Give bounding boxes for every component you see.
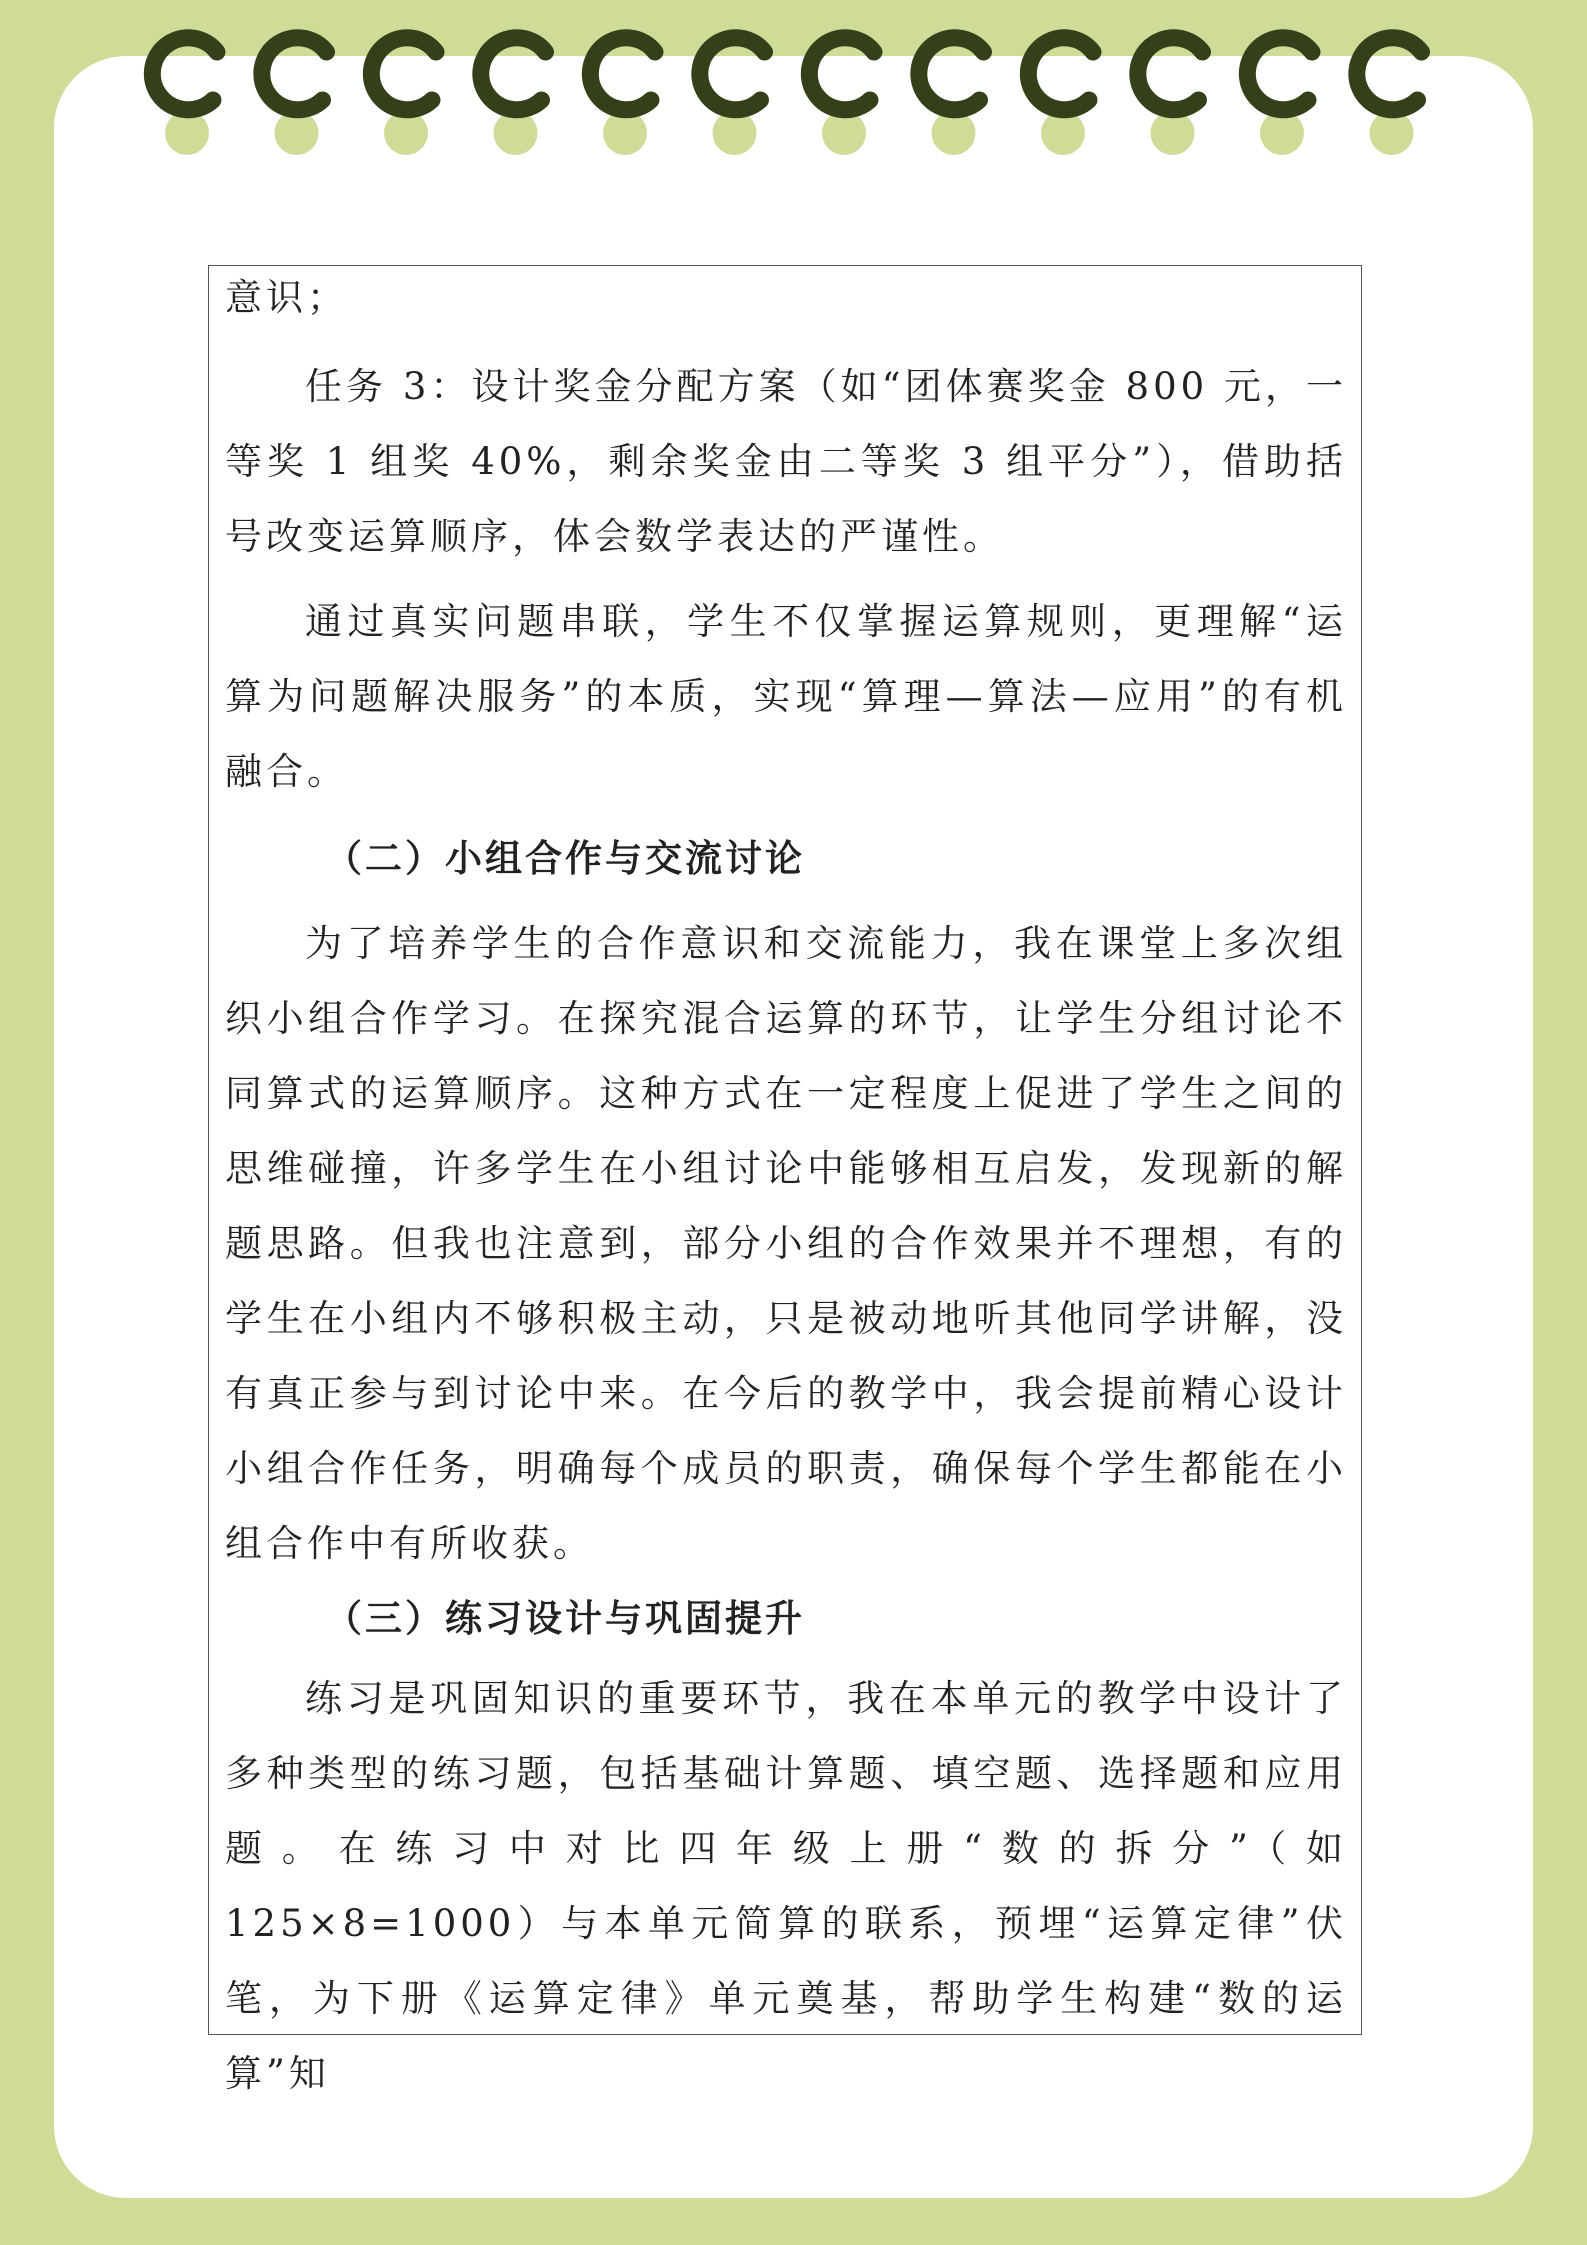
paragraph-fragment-top: 意识； — [225, 276, 348, 319]
section-heading-group-work: （二）小组合作与交流讨论 — [325, 836, 805, 880]
binding-ring — [371, 38, 436, 110]
binding-ring — [919, 38, 984, 110]
binding-ring — [1247, 38, 1312, 110]
binding-ring — [262, 38, 327, 110]
spiral-binding — [0, 0, 1587, 170]
binding-ring — [1028, 38, 1093, 110]
binding-ring — [152, 38, 217, 110]
content-frame — [208, 265, 1362, 2095]
binding-ring — [481, 38, 546, 110]
paragraph-task-3: 任务 3：设计奖金分配方案（如“团体赛奖金 800 元，一等奖 1 组奖 40%，剩余奖金由二等奖 3 组平分”），借助括号改变运算顺序，体会数学表达的严谨性。 — [225, 365, 1347, 558]
paragraph-group-work: 为了培养学生的合作意识和交流能力，我在课堂上多次组织小组合作学习。在探究混合运算的环节，让学生分组讨论不同算式的运算顺序。这种方式在一定程度上促进了学生之间的思维碰撞，许多学生在小组讨论中能够相互启发，发现新的解题思路。但我也注意到，部分小组的合作效果并不理想，有的学生在小组内不够积极主动，只是被动地听其他同学讲解，没有真正参与到讨论中来。在今后的教学中，我会提前精心设计小组合作任务，明确每个成员的职责，确保每个学生都能在小组合作中有所收获。 — [225, 922, 1347, 1565]
binding-ring — [590, 38, 655, 110]
paragraph-summary: 通过真实问题串联，学生不仅掌握运算规则，更理解“运算为问题解决服务”的本质，实现“算理—算法—应用”的有机融合。 — [225, 600, 1347, 793]
binding-ring — [1138, 38, 1203, 110]
binding-ring — [700, 38, 765, 110]
binding-ring — [1357, 38, 1422, 110]
paragraph-practice: 练习是巩固知识的重要环节，我在本单元的教学中设计了多种类型的练习题，包括基础计算题、填空题、选择题和应用题。在练习中对比四年级上册“数的拆分”（如 125×8=1000）与本单元简算的联系，预埋“运算定律”伏笔，为下册《运算定律》单元奠基，帮助学生构建“数的运算”知 — [225, 1677, 1347, 2095]
binding-ring — [809, 38, 874, 110]
section-heading-practice: （三）练习设计与巩固提升 — [325, 1596, 805, 1640]
